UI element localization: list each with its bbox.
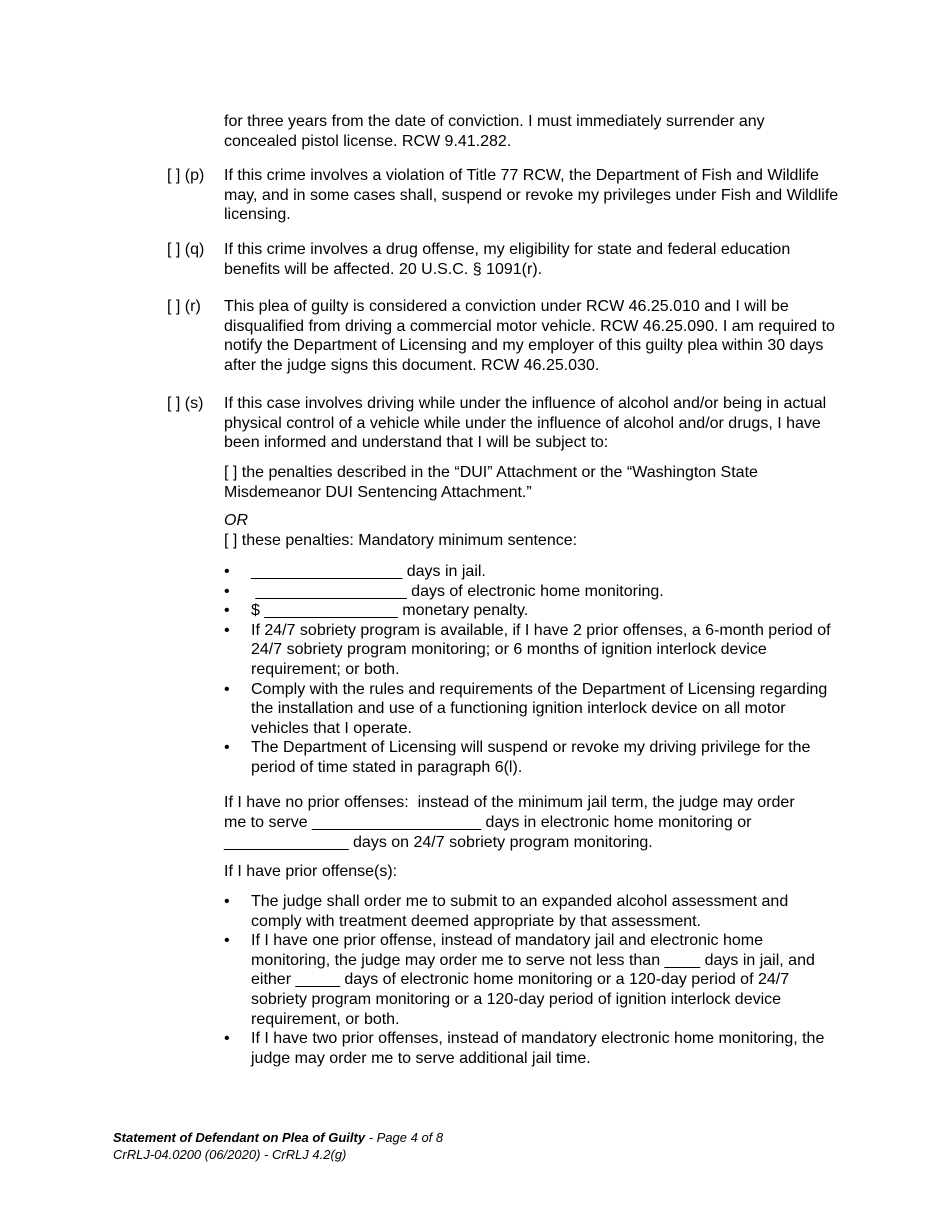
list-item: • _________________ days of electronic home monitoring. [224,582,664,600]
footer-form-number: CrRLJ-04.0200 (06/2020) - CrRLJ 4.2(g) [113,1147,347,1162]
bullet-icon: • [224,893,230,910]
bullet-icon: • [224,932,230,950]
bullet-icon: • [224,680,230,698]
list-item: • Comply with the rules and requirements of the Department of Licensing regarding the installation and use of a functioning ignition interlock device on all motor vehicles that I operate. [224,680,828,737]
bullet-icon: • [224,563,230,580]
bullet-icon: • [224,582,230,600]
list-item: • The Department of Licensing will suspend or revoke my driving privilege for the period of time stated in paragraph 6(l). [224,739,811,776]
bullet-icon: • [224,621,230,639]
list-item: • If I have one prior offense, instead of mandatory jail and electronic home monitoring, the judge may order me to serve not less than ____ days in jail, and either _____ days of electronic home monitoring or a 120-day period of 24/7 sobriety program monitoring or a 120-day period of ignition interlock device requirement, or both. [224,932,815,1028]
list-item: • The judge shall order me to submit to an expanded alcohol assessment and comply with treatment deemed appropriate by that assessment. [224,893,789,930]
checkbox-p[interactable]: [ ] (p) [167,167,205,184]
dui-attachment-option[interactable]: [ ] the penalties described in the “DUI” Attachment or the “Washington State Misdemeanor DUI Sentencing Attachment.” [224,464,758,501]
bullet-icon: • [224,1030,230,1048]
mandatory-penalties-option[interactable]: [ ] these penalties: Mandatory minimum sentence: [224,532,578,549]
item-q-text: If this crime involves a drug offense, my eligibility for state and federal education benefits will be affected. 20 U.S.C. § 1091(r). [224,241,791,278]
item-s-text: If this case involves driving while under the influence of alcohol and/or being in actual physical control of a vehicle while under the influence of alcohol and/or drugs, I have been informed and understand that I will be subject to: [224,395,827,452]
list-item: • If 24/7 sobriety program is available, if I have 2 prior offenses, a 6-month period of 24/7 sobriety program monitoring; or 6 months of ignition interlock device requirement; or both. [224,621,831,678]
no-prior-line-2: me to serve ___________________ days in electronic home monitoring or [224,814,752,831]
or-label: OR [224,512,248,529]
no-prior-line-3: ______________ days on 24/7 sobriety program monitoring. [224,834,653,851]
prior-offense-list [224,892,840,1068]
checkbox-q[interactable]: [ ] (q) [167,241,205,258]
footer-title: Statement of Defendant on Plea of Guilty [113,1130,366,1145]
list-item: • _________________ days in jail. [224,563,486,580]
penalty-list [224,562,840,778]
prior-offenses-heading: If I have prior offense(s): [224,863,398,880]
list-item: • If I have two prior offenses, instead of mandatory electronic home monitoring, the judge may order me to serve additional jail time. [224,1030,825,1067]
continuation-paragraph: for three years from the date of conviction. I must immediately surrender any concealed pistol license. RCW 9.41.282. [224,113,765,150]
checkbox-r[interactable]: [ ] (r) [167,298,201,315]
bullet-icon: • [224,602,230,620]
item-r-text: This plea of guilty is considered a conviction under RCW 46.25.010 and I will be disqualified from driving a commercial motor vehicle. RCW 46.25.090. I am required to notify the Department of Licensing and my employer of this guilty plea within 30 days after the judge signs this document. RCW 46.25.030. [224,298,835,374]
no-prior-line-1: If I have no prior offenses: instead of the minimum jail term, the judge may order [224,794,795,811]
checkbox-s[interactable]: [ ] (s) [167,395,204,412]
footer-page: - Page 4 of 8 [365,1130,444,1145]
list-item: • $ _______________ monetary penalty. [224,602,529,620]
item-p-text: If this crime involves a violation of Title 77 RCW, the Department of Fish and Wildlife may, and in some cases shall, suspend or revoke my privileges under Fish and Wildlife licensing. [224,167,839,224]
page-footer [113,1129,443,1163]
bullet-icon: • [224,739,230,757]
